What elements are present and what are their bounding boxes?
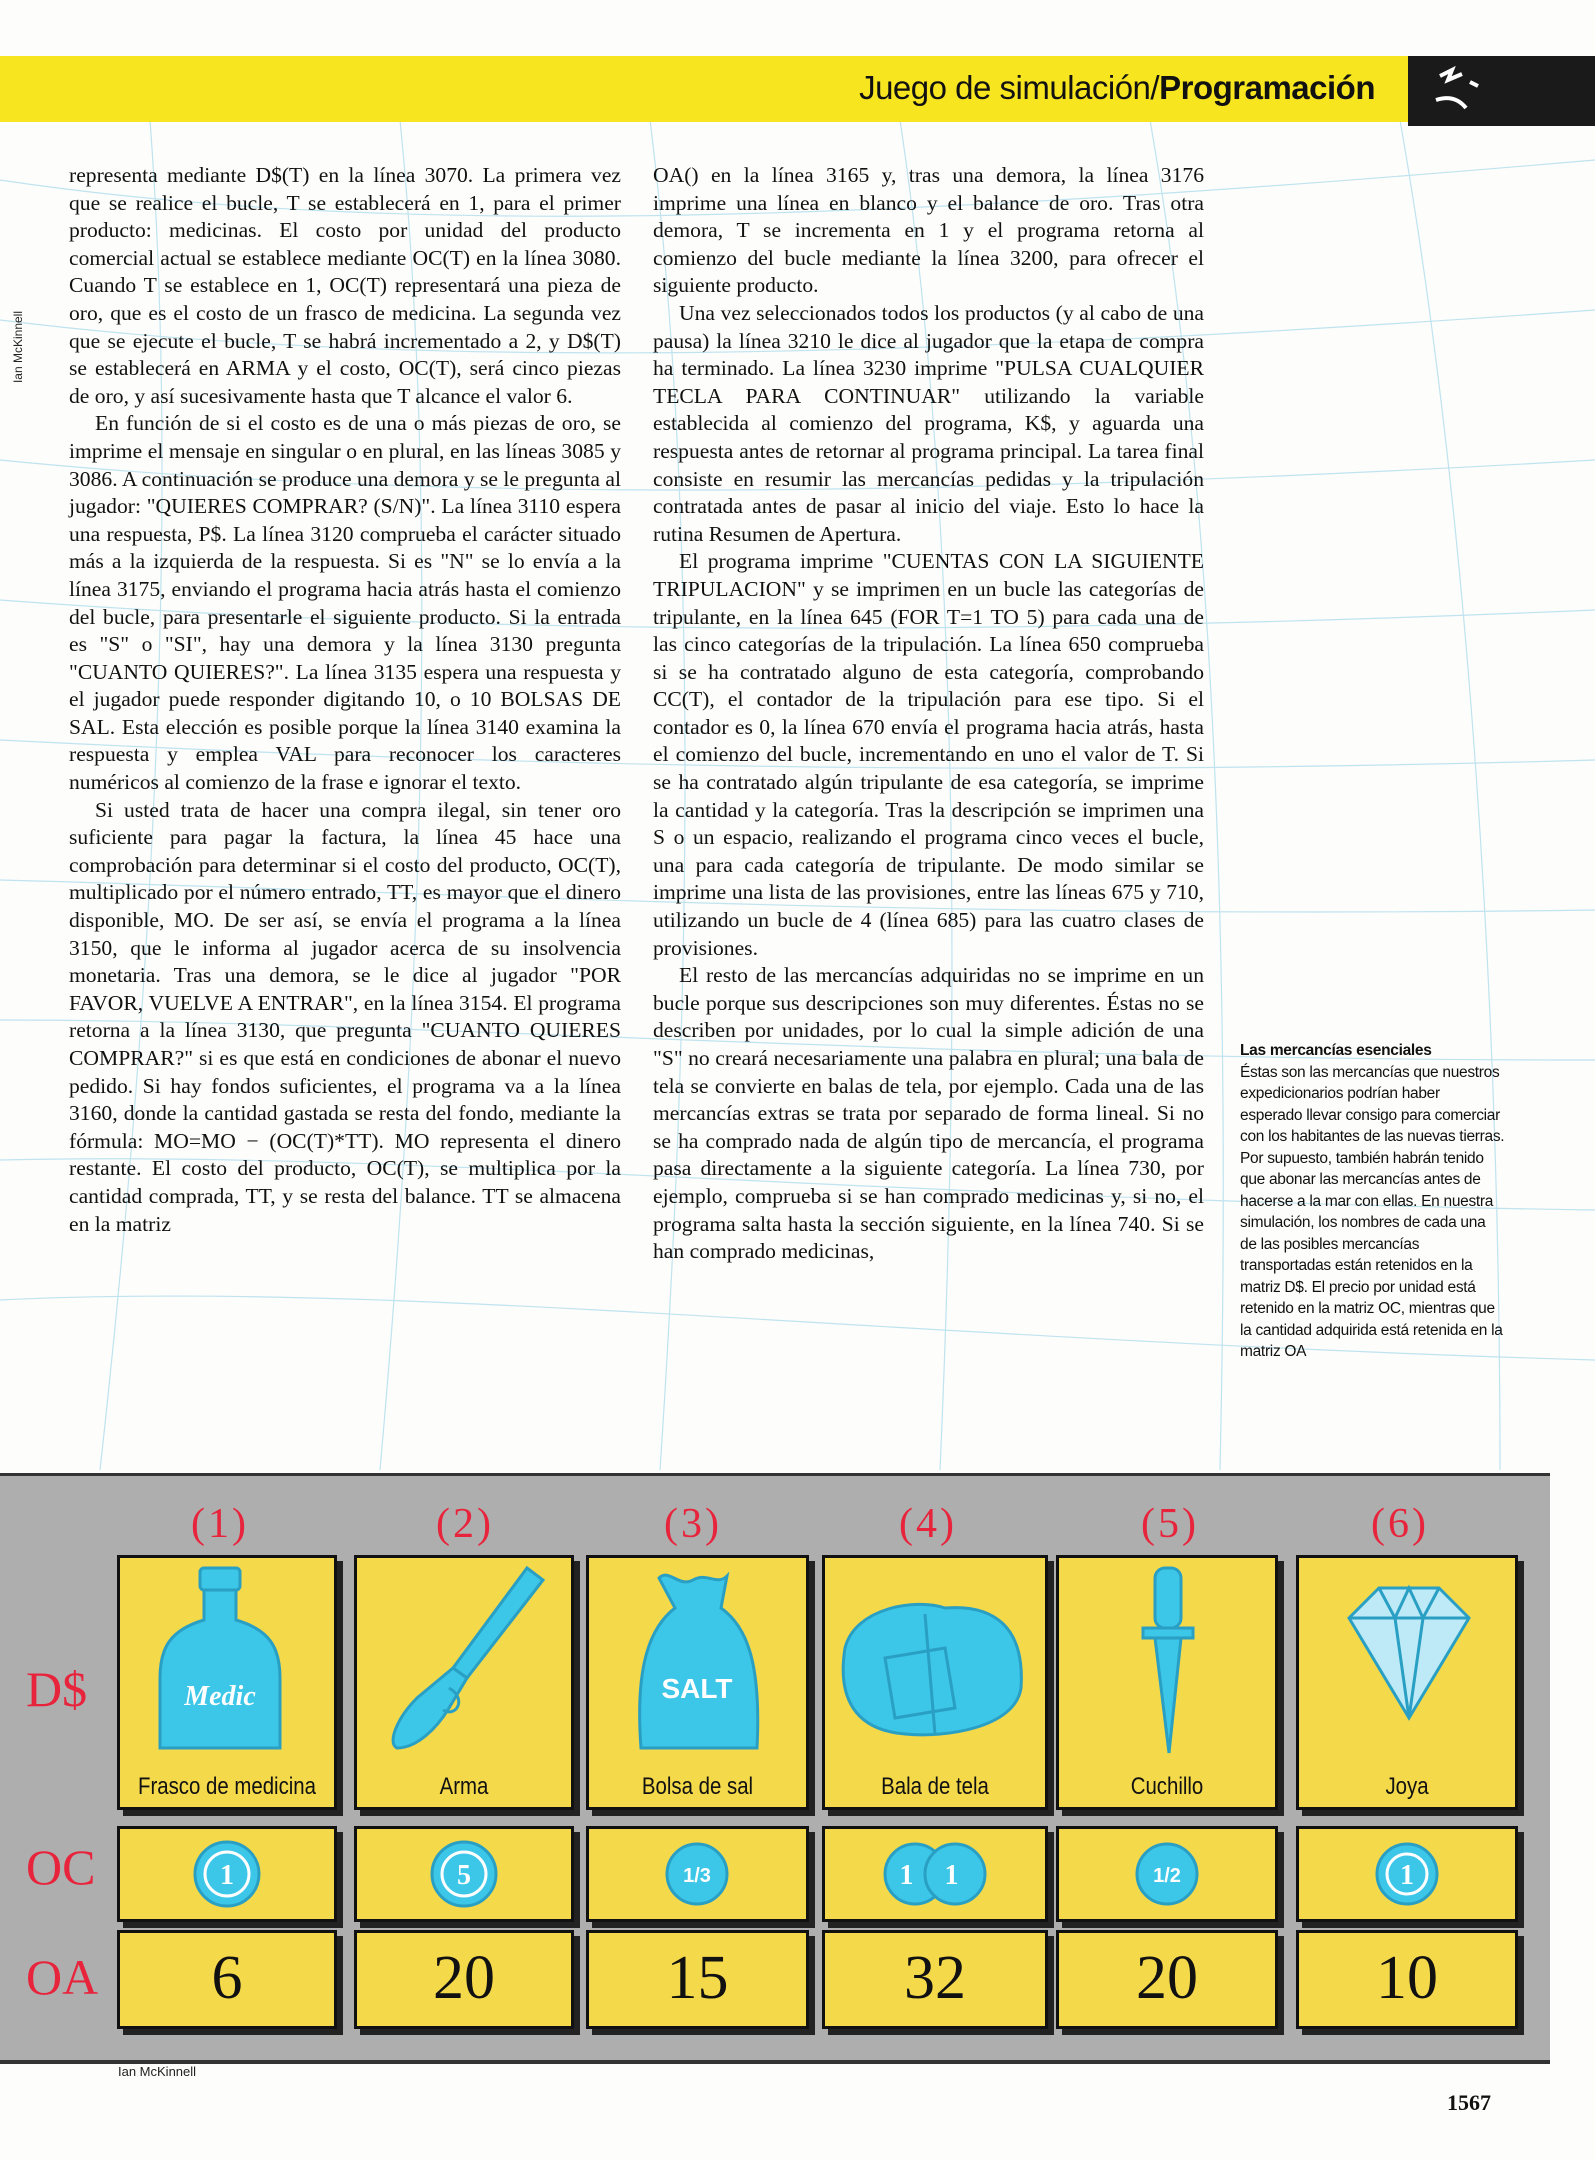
coin-icon <box>1299 1829 1515 1919</box>
item-index: (2) <box>436 1501 494 1547</box>
quantity-card <box>1296 1930 1518 2029</box>
footer-divider <box>0 2060 1550 2062</box>
knife-icon <box>1059 1558 1275 1758</box>
paragraph: En función de si el costo es de una o más piezas de oro, se imprime el mensaje en singular o en plural, en las líneas 3085 y 3086. A continuación se produce una demora y se le pregunta al jugador: "QUIERES COMPRAR? (S/N)". La línea 3110 espera una respuesta, P$. La línea 3120 comprueba el carácter situado más a la izquierda de la respuesta. Si es "N" se lo envía a la línea 3175, enviando el programa hacia atrás hasta el comienzo del bucle, para presentarle el siguiente producto. Si la entrada es "S" o "SI", hay una demora y la línea 3130 pregunta "CUANTO QUIERES?". La línea 3135 espera una respuesta y el jugador puede responder digitando 10, o 10 BOLSAS DE SAL. Esta elección es posible porque la línea 3140 examina la respuesta y emplea VAL para reconocer los caracteres numéricos al comienzo de la frase e ignorar el texto. <box>69 411 621 795</box>
coin-value: 5 <box>457 1860 471 1891</box>
coin-icon <box>120 1829 334 1919</box>
coin-value: 1 <box>220 1860 234 1891</box>
cost-card <box>1296 1826 1518 1922</box>
paragraph: OA() en la línea 3165 y, tras una demora, la línea 3176 imprime una línea en blanco y el balance de oro. Tras otra demora, T se incrementa en 1 y el programa retorna al comienzo del bucle mediante la línea 3200, para ofrecer el siguiente producto. <box>653 163 1204 298</box>
coin-icon <box>589 1829 806 1919</box>
caption-body: Éstas son las mercancías que nuestros expedicionarios podrían haber esperado llevar consigo para comerciar con los habitantes de las nuevas tierras. Por supuesto, también habrán tenido que abonar las mercancías antes de hacerse a la mar con ellas. En nuestra simulación, los nombres de cada una de las posibles mercancías transportadas están retenidos en la matriz D$. El precio por unidad está retenido en la matriz OC, mientras que la cantidad adquirida está retenida en la matriz OA <box>1240 1063 1505 1360</box>
coin-value: 1/3 <box>683 1865 711 1887</box>
quantity-value: 6 <box>211 1944 243 2012</box>
diamond-icon <box>1299 1558 1515 1758</box>
cost-card <box>586 1826 809 1922</box>
item-name: Frasco de medicina <box>137 1773 317 1800</box>
item-card-jewel <box>1296 1555 1518 1810</box>
item-index: (5) <box>1141 1501 1199 1547</box>
quantity-card <box>117 1930 337 2029</box>
quantity-value: 10 <box>1376 1944 1438 2012</box>
pistol-icon <box>357 1558 571 1758</box>
paragraph: Una vez seleccionados todos los productos (y al cabo de una pausa) la línea 3210 le dice al jugador que la etapa de compra ha terminado. La línea 3230 imprime "PULSA CUALQUIER TECLA PARA CONTINUAR" utilizando la variable establecida al comienzo del programa, K$, y aguarda una respuesta antes de retornar al programa principal. La tarea final consiste en resumir las mercancías pedidas y la tripulación contratada antes de pasar al inicio del viaje. Esto lo hace la rutina Resumen de Apertura. <box>653 300 1204 546</box>
item-index: (1) <box>191 1501 249 1547</box>
cost-card <box>117 1826 337 1922</box>
cloth-bale-icon <box>825 1558 1045 1758</box>
item-name: Arma <box>439 1773 489 1800</box>
article-column-left <box>69 162 621 1238</box>
coin-value: 1/2 <box>1153 1865 1181 1887</box>
item-index: (6) <box>1371 1501 1429 1547</box>
item-name: Bolsa de sal <box>641 1773 754 1800</box>
page-number: 1567 <box>1447 2090 1491 2115</box>
quantity-card <box>354 1930 574 2029</box>
salt-label: SALT <box>661 1673 733 1704</box>
salt-bag-icon <box>589 1558 806 1758</box>
article-column-right <box>653 162 1204 1266</box>
item-name: Joya <box>1385 1773 1429 1800</box>
item-index: (3) <box>664 1501 722 1547</box>
row-label-oa: OA <box>26 1949 99 2005</box>
item-card-medicine <box>117 1555 337 1810</box>
figure-caption <box>1240 1040 1505 1363</box>
row-label-oc: OC <box>26 1839 96 1895</box>
cost-card <box>354 1826 574 1922</box>
quantity-value: 15 <box>666 1944 729 2012</box>
item-name: Cuchillo <box>1130 1773 1204 1800</box>
paragraph: representa mediante D$(T) en la línea 3070. La primera vez que se realice el bucle, T se establecerá en 1, para el primer producto: medicinas. El costo por unidad del producto comercial actual se establece mediante OC(T) en la línea 3080. Cuando T se establece en 1, OC(T) representará una pieza de oro, que es el costo de un frasco de medicina. La segunda vez que se ejecute el bucle, T se habrá incrementado a 2, y D$(T) se establecerá en ARMA y el costo, OC(T), será cinco piezas de oro, y así sucesivamente hasta que T alcance el valor 6. <box>69 163 621 408</box>
coin-value: 1 <box>1400 1860 1414 1891</box>
quantity-value: 20 <box>433 1944 495 2012</box>
illustration-credit: Ian McKinnell <box>118 2064 197 2079</box>
quantity-value: 32 <box>904 1944 966 2012</box>
section-logo-icon <box>1408 56 1595 126</box>
two-coins-icon <box>825 1829 1045 1919</box>
page-title: Juego de simulación/Programación <box>859 69 1375 106</box>
quantity-card <box>1056 1930 1278 2029</box>
paragraph: El programa imprime "CUENTAS CON LA SIGUIENTE TRIPULACION" y se imprimen en un bucle las categorías de tripulante, en la línea 645 (FOR T=1 TO 5) para cada una de las cinco categorías de la tripulación. La línea 650 comprueba si se ha contratado alguno de esta categoría, comprobando CC(T), el contador de la tripulación para ese tipo. Si el contador es 0, la línea 670 envía el programa hacia atrás, hasta el comienzo del bucle, incrementando en uno el valor de T. Si se ha contratado algún tripulante de esa categoría, se imprime la cantidad y la categoría. Tras la descripción se imprimen una S o un espacio, realizando el programa cinco veces el bucle, una para cada categoría de tripulante. De modo similar se imprime una lista de las provisiones, entre las líneas 675 y 710, utilizando un bucle de 4 (línea 685) para las cuatro clases de provisiones. <box>653 549 1204 960</box>
coin-icon <box>1059 1829 1275 1919</box>
item-card-weapon <box>354 1555 574 1810</box>
bottle-icon <box>120 1558 334 1758</box>
item-index: (4) <box>899 1501 957 1547</box>
paragraph: Si usted trata de hacer una compra ilegal, sin tener oro suficiente para pagar la factura, la línea 45 hace una comprobación para determinar si el costo del producto, OC(T), multiplicado por el número entrado, TT, es mayor que el dinero disponible, MO. De ser así, se envía el programa a la línea 3150, que le informa al jugador acerca de su insolvencia monetaria. Tras una demora, se le dice al jugador "POR FAVOR, VUELVE A ENTRAR", en la línea 3154. El programa retorna a la línea 3130, que pregunta "CUANTO QUIERES COMPRAR?" si es que está en condiciones de abonar el nuevo pedido. Si hay fondos suficientes, el programa va a la línea 3160, donde la cantidad gastada se resta del fondo, mediante la fórmula: MO=MO − (OC(T)*TT). MO representa el dinero restante. El costo del producto, OC(T), se multiplica por la cantidad comprada, TT, y se resta del balance. TT se almacena en la matriz <box>69 797 621 1236</box>
quantity-card <box>586 1930 809 2029</box>
item-name: Bala de tela <box>881 1773 989 1800</box>
quantity-card <box>822 1930 1048 2029</box>
caption-title: Las mercancías esenciales <box>1240 1042 1432 1059</box>
coin-icon <box>357 1829 571 1919</box>
coin-value: 1 1 <box>899 1860 971 1891</box>
paragraph: El resto de las mercancías adquiridas no se imprime en un bucle porque sus descripciones son muy diferentes. Éstas no se describen por unidades, por lo cual la simple adición de una "S" no creará necesariamente una palabra en plural; una bala de tela se convierte en balas de tela, por ejemplo. Cada una de las mercancías extras se trata por separado de forma lineal. Si no se ha comprado nada de algún tipo de mercancía, el programa pasa directamente a la siguiente categoría. La línea 730, por ejemplo, comprueba si se han comprado medicinas y, si no, el programa salta hasta la sección siguiente, en la línea 740. Si se han comprado medicinas, <box>653 963 1204 1264</box>
item-card-knife <box>1056 1555 1278 1810</box>
side-credit: Ian McKinnell <box>11 310 26 384</box>
bottle-label: Medic <box>184 1681 256 1712</box>
cost-card <box>822 1826 1048 1922</box>
quantity-value: 20 <box>1136 1944 1198 2012</box>
cost-card <box>1056 1826 1278 1922</box>
row-label-dollar: D$ <box>26 1661 88 1717</box>
item-card-cloth <box>822 1555 1048 1810</box>
item-card-salt <box>586 1555 809 1810</box>
